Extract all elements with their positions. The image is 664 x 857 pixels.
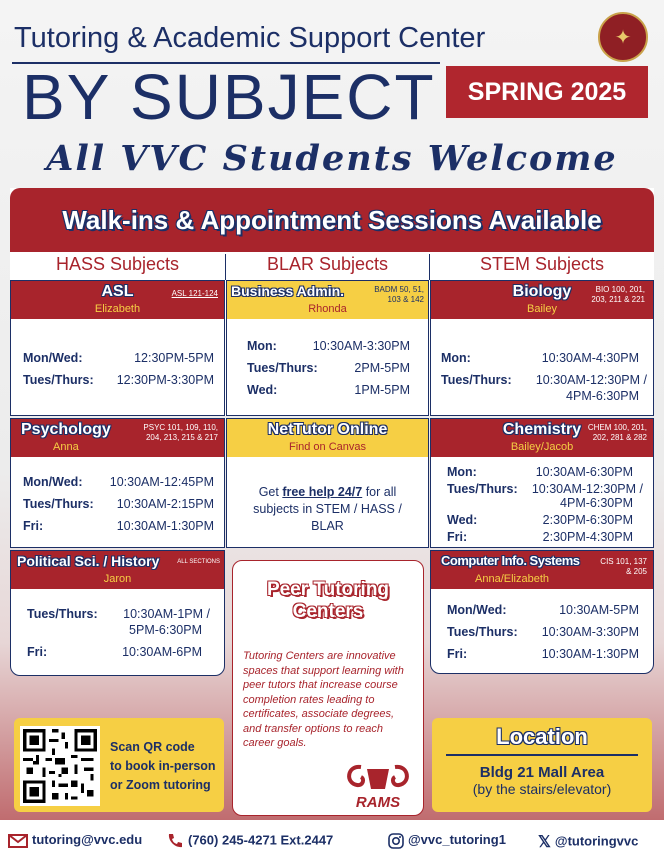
x-contact[interactable]: 𝕏 @tutoringvvc	[538, 833, 639, 851]
schedule-time: 2:30PM-4:30PM	[542, 530, 633, 544]
card-computer-info-systems	[430, 550, 654, 674]
schedule-time: 10:30AM-5PM	[559, 603, 639, 617]
peer-tutoring-description: Tutoring Centers are innovative spaces that support learning with peer tutors that increase course completion rates leading to certificates, associate degrees, and transfer options to reach career goals.	[243, 650, 404, 749]
card-tutor: Rhonda	[308, 303, 347, 315]
schedule-time: 4PM-6:30PM	[560, 496, 633, 510]
location-title: Location	[496, 724, 588, 749]
schedule-day: Mon:	[247, 339, 277, 353]
card-chemistry	[430, 418, 654, 548]
card-nettutor	[226, 418, 429, 548]
qr-instructions: Scan QR code to book in-person or Zoom tutoring	[110, 740, 216, 792]
card-title: ASL	[101, 283, 134, 300]
card-tutor: Elizabeth	[94, 303, 141, 315]
qr-booking-box	[14, 718, 224, 812]
peer-tutoring-panel	[232, 560, 424, 816]
phone-contact[interactable]: (760) 245-4271 Ext.2447	[166, 832, 333, 850]
x-icon: 𝕏	[538, 834, 551, 851]
schedule-day: Fri:	[23, 519, 44, 533]
card-tutor: Anna/Elizabeth	[475, 573, 549, 585]
schedule-day: Mon/Wed:	[23, 351, 83, 365]
card-courses: BADM 50, 51, 103 & 142	[374, 285, 424, 304]
card-psychology	[10, 418, 225, 548]
column-header-stem: STEM Subjects	[479, 254, 605, 274]
peer-tutoring-title: Peer Tutoring Centers	[266, 579, 390, 622]
schedule-day: Tues/Thurs:	[447, 482, 518, 496]
card-courses: BIO 100, 201, 203, 211 & 221	[591, 285, 645, 304]
schedule-time: 10:30AM-1:30PM	[541, 647, 639, 661]
schedule-time: 10:30AM-12:30PM /	[535, 373, 647, 387]
card-asl	[10, 280, 225, 416]
schedule-time: 10:30AM-2:15PM	[116, 497, 214, 511]
column-header-blar: BLAR Subjects	[266, 254, 389, 274]
location-detail: (by the stairs/elevator)	[472, 781, 612, 797]
nettutor-description: Get free help 24/7 for all subjects in STEM / HASS / BLAR	[253, 485, 402, 533]
schedule-time: 10:30AM-12:30PM /	[531, 482, 643, 496]
card-title: Chemistry	[502, 421, 582, 438]
card-tutor: Jaron	[103, 573, 132, 585]
schedule-time: 5PM-6:30PM	[129, 623, 202, 637]
schedule-day: Tues/Thurs:	[441, 373, 512, 387]
schedule-time: 2:30PM-6:30PM	[542, 513, 633, 527]
by-subject-heading: BY SUBJECT	[22, 61, 436, 133]
card-header	[227, 419, 428, 457]
schedule-day: Mon/Wed:	[23, 475, 83, 489]
card-title: Business Admin.	[231, 283, 345, 299]
location-divider	[446, 754, 638, 756]
schedule-time: 1PM-5PM	[354, 383, 410, 397]
schedule-day: Tues/Thurs:	[27, 607, 98, 621]
card-courses: ALL SECTIONS	[177, 559, 220, 565]
schedule-day: Tues/Thurs:	[447, 625, 518, 639]
svg-text:RAMS: RAMS	[355, 794, 401, 811]
card-political-science-history	[10, 550, 225, 676]
schedule-day: Mon:	[441, 351, 471, 365]
card-courses: CHEM 100, 201, 202, 281 & 282	[587, 423, 647, 442]
schedule-day: Tues/Thurs:	[23, 497, 94, 511]
schedule-time: 10:30AM-6:30PM	[535, 465, 633, 479]
schedule-time: 2PM-5PM	[354, 361, 410, 375]
schedule-day: Wed:	[447, 513, 478, 527]
sessions-banner: Walk-ins & Appointment Sessions Available	[10, 188, 654, 252]
card-header	[431, 551, 653, 589]
rams-logo	[341, 759, 415, 811]
center-name: Tutoring & Academic Support Center	[14, 22, 486, 54]
schedule-day: Fri:	[27, 645, 48, 659]
schedule-day: Fri:	[447, 530, 468, 544]
card-header	[11, 419, 224, 457]
schedule-time: 10:30AM-1PM /	[123, 607, 210, 621]
instagram-contact[interactable]: @vvc_tutoring1	[388, 832, 506, 849]
schedule-time: 12:30PM-5PM	[134, 351, 214, 365]
card-title: NetTutor Online	[267, 421, 388, 438]
schedule-time: 10:30AM-3:30PM	[312, 339, 410, 353]
free-help-link[interactable]: free help 24/7	[282, 485, 363, 499]
card-biology	[430, 280, 654, 416]
welcome-tagline: All VVC Students Welcome	[46, 138, 618, 179]
schedule-time: 12:30PM-3:30PM	[116, 373, 214, 387]
card-title: Computer Info. Systems	[441, 553, 580, 568]
card-tutor: Find on Canvas	[288, 441, 367, 453]
schedule-day: Fri:	[447, 647, 468, 661]
instagram-icon	[388, 833, 404, 849]
location-box	[432, 718, 652, 812]
card-tutor: Anna	[53, 441, 79, 453]
schedule-day: Mon:	[447, 465, 477, 479]
card-courses: ASL 121-124	[171, 289, 218, 298]
card-header	[431, 419, 653, 457]
card-header	[227, 281, 428, 319]
qr-code[interactable]	[20, 726, 100, 806]
card-courses: PSYC 101, 109, 110, 204, 213, 215 & 217	[143, 423, 218, 442]
email-icon	[8, 834, 28, 848]
location-building: Bldg 21 Mall Area	[479, 764, 605, 781]
card-header	[11, 281, 224, 319]
seal-logo: ✦	[598, 12, 648, 62]
card-header	[431, 281, 653, 319]
schedule-time: 4PM-6:30PM	[566, 389, 639, 403]
schedule-time: 10:30AM-6PM	[122, 645, 202, 659]
card-header	[11, 551, 224, 589]
card-courses: CIS 101, 137 & 205	[600, 557, 647, 576]
contact-footer	[0, 820, 664, 857]
card-business-admin	[226, 280, 429, 416]
column-header-hass: HASS Subjects	[55, 254, 180, 274]
card-title: Biology	[512, 283, 572, 300]
schedule-day: Wed:	[247, 383, 278, 397]
schedule-time: 10:30AM-4:30PM	[541, 351, 639, 365]
card-title: Political Sci. / History	[17, 553, 160, 569]
card-title: Psychology	[21, 421, 111, 438]
schedule-time: 10:30AM-12:45PM	[109, 475, 214, 489]
schedule-day: Mon/Wed:	[447, 603, 507, 617]
term-badge: SPRING 2025	[446, 66, 648, 118]
schedule-time: 10:30AM-3:30PM	[541, 625, 639, 639]
card-tutor: Bailey	[527, 303, 557, 315]
email-contact[interactable]: tutoring@vvc.edu	[8, 832, 142, 848]
schedule-time: 10:30AM-1:30PM	[116, 519, 214, 533]
card-tutor: Bailey/Jacob	[510, 441, 574, 453]
schedule-day: Tues/Thurs:	[247, 361, 318, 375]
phone-icon	[166, 832, 184, 850]
schedule-day: Tues/Thurs:	[23, 373, 94, 387]
